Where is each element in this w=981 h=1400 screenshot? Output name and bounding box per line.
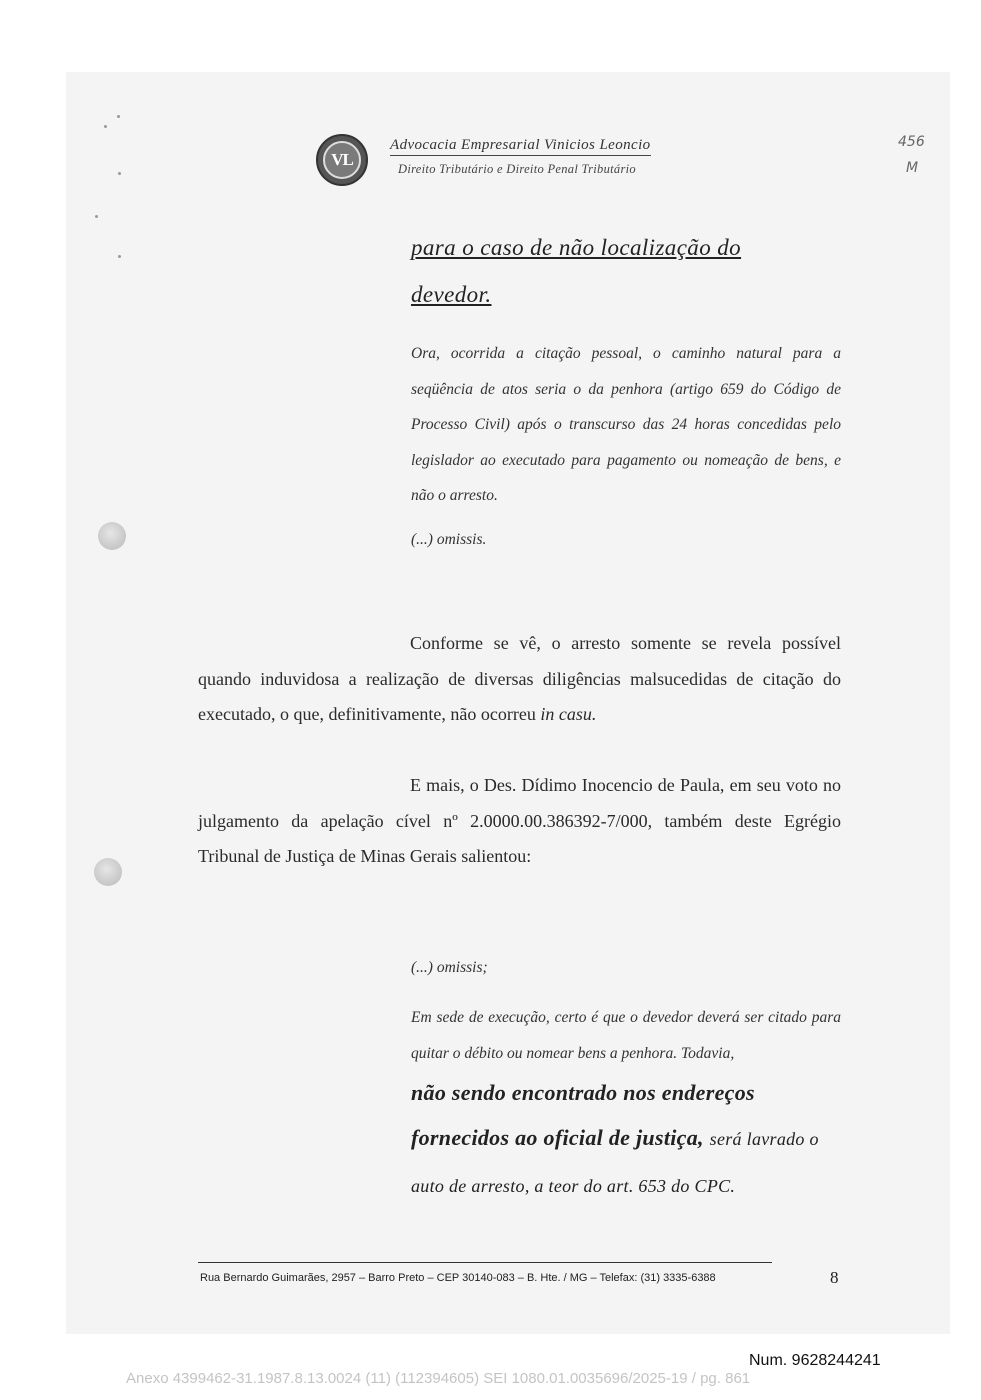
quote-tail-text: será lavrado o auto de arresto, a teor do art. 653 do CPC. <box>411 1129 819 1196</box>
omissis-1: (...) omissis. <box>411 531 487 548</box>
firm-logo <box>316 134 368 186</box>
footer-address: Rua Bernardo Guimarães, 2957 – Barro Preto – CEP 30140-083 – B. Hte. / MG – Telefax: (31) 3335-6388 <box>200 1272 716 1284</box>
quote-emphasis <box>411 1070 841 1209</box>
scan-speck <box>95 215 98 218</box>
heading-line-1: para o caso de não localização do <box>411 235 742 260</box>
scan-speck <box>118 255 121 258</box>
body-paragraph-2: E mais, o Des. Dídimo Inocencio de Paula, em seu voto no julgamento da apelação cível nº 2.0000.00.386392-7/000, também deste Egrégio Tribunal de Justiça de Minas Gerais salientou: <box>198 775 841 866</box>
firm-name: Advocacia Empresarial Vinicios Leoncio <box>390 137 651 156</box>
document-number-stamp: Num. 9628244241 <box>749 1352 881 1369</box>
quote-paragraph-2: Em sede de execução, certo é que o devedor deverá ser citado para quitar o débito ou nomear bens a penhora. Todavia, <box>411 1009 841 1062</box>
footer-rule <box>198 1262 772 1263</box>
scan-speck <box>104 125 107 128</box>
page-number: 8 <box>830 1268 839 1287</box>
annex-stamp: Anexo 4399462-31.1987.8.13.0024 (11) (112394605) SEI 1080.01.0035696/2025-19 / pg. 861 <box>126 1370 751 1387</box>
quote-bold-text: não sendo encontrado nos endereços fornecidos ao oficial de justiça, <box>411 1080 755 1150</box>
scan-speck <box>118 172 121 175</box>
punch-hole <box>98 522 126 550</box>
heading-line-2: devedor. <box>411 282 492 307</box>
body-paragraph-1-text: Conforme se vê, o arresto somente se revela possível quando induvidosa a realização de diversas diligências malsucedidas de citação do executado, o que, definitivamente, não ocorreu <box>198 633 841 724</box>
body-paragraph-1 <box>198 626 841 733</box>
in-casu-text: in casu. <box>540 704 597 724</box>
scan-speck <box>117 115 120 118</box>
handwritten-page-number: 456 <box>898 134 925 150</box>
punch-hole <box>94 858 122 886</box>
omissis-2: (...) omissis; <box>411 959 488 976</box>
logo-monogram: VL <box>323 141 361 179</box>
firm-subtitle: Direito Tributário e Direito Penal Tributário <box>398 162 636 176</box>
handwritten-initial: M <box>906 160 919 176</box>
quote-paragraph-1: Ora, ocorrida a citação pessoal, o caminho natural para a seqüência de atos seria o da penhora (artigo 659 do Código de Processo Civil) após o transcurso das 24 horas concedidas pelo legislador ao executado para pagamento ou nomeação de bens, e não o arresto. <box>411 345 841 504</box>
